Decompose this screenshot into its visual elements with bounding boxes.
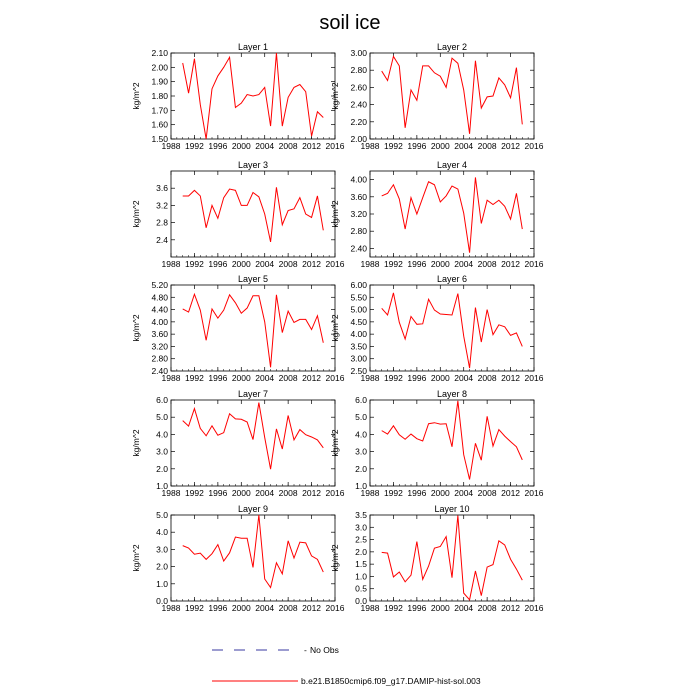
y-tick-label: 1.90	[151, 76, 168, 87]
y-tick-label: 3.0	[355, 522, 367, 533]
y-tick-label: 5.20	[151, 280, 168, 290]
y-axis-label: kg/m^2	[131, 200, 141, 228]
series-line	[183, 403, 324, 470]
x-tick-label: 2000	[231, 259, 251, 269]
x-tick-label: 2000	[430, 259, 450, 269]
x-tick-label: 1988	[360, 488, 380, 498]
y-tick-label: 2.40	[350, 99, 367, 110]
y-tick-label: 0.0	[156, 596, 168, 606]
x-tick-label: 2008	[278, 603, 298, 613]
x-tick-label: 2008	[477, 141, 497, 151]
y-tick-label: 2.80	[350, 65, 367, 76]
y-tick-label: 4.0	[156, 429, 168, 440]
x-tick-label: 2012	[501, 141, 521, 151]
x-tick-label: 2008	[477, 488, 497, 498]
x-tick-label: 1996	[208, 141, 228, 151]
x-tick-label: 2016	[524, 259, 544, 269]
x-tick-label: 2012	[501, 488, 521, 498]
y-tick-label: 4.40	[151, 304, 168, 315]
y-axis-label: kg/m^2	[131, 314, 141, 342]
x-tick-label: 2008	[477, 373, 497, 383]
x-tick-label: 2016	[325, 488, 345, 498]
chart-panel-4	[330, 160, 544, 269]
y-tick-label: 2.40	[350, 243, 367, 254]
series-line	[382, 515, 523, 599]
chart-panel-6	[330, 274, 544, 383]
legend-model-label: b.e21.B1850cmip6.f09_g17.DAMIP-hist-sol.003	[301, 676, 481, 686]
x-tick-label: 1988	[161, 603, 181, 613]
y-tick-label: 0.0	[355, 596, 367, 606]
legend-obs-label: No Obs	[310, 645, 339, 655]
y-tick-label: 2.50	[350, 366, 367, 376]
y-tick-label: 3.00	[350, 353, 367, 364]
y-tick-label: 3.20	[350, 209, 367, 219]
y-tick-label: 1.0	[156, 578, 168, 589]
x-tick-label: 1992	[383, 259, 403, 269]
y-axis-label: kg/m^2	[131, 429, 141, 457]
y-tick-label: 2.20	[350, 116, 367, 127]
x-tick-label: 1988	[360, 141, 380, 151]
x-tick-label: 1992	[383, 603, 403, 613]
plot-frame	[171, 171, 335, 257]
x-tick-label: 1988	[360, 259, 380, 269]
x-tick-label: 2012	[302, 488, 322, 498]
y-axis-label: kg/m^2	[330, 544, 340, 572]
x-tick-label: 1996	[407, 373, 427, 383]
y-tick-label: 0.5	[355, 583, 367, 594]
y-axis-label: kg/m^2	[330, 82, 340, 110]
x-tick-label: 2016	[325, 603, 345, 613]
chart-panel-5	[131, 274, 345, 383]
x-tick-label: 2004	[255, 488, 275, 498]
series-line	[183, 294, 324, 367]
y-tick-label: 1.0	[355, 571, 367, 582]
y-tick-label: 1.60	[151, 119, 168, 130]
y-tick-label: 6.00	[350, 280, 367, 290]
panel-title: Layer 3	[237, 160, 269, 170]
x-tick-label: 2016	[524, 603, 544, 613]
series-line	[183, 187, 324, 242]
chart-panel-7	[131, 389, 345, 498]
y-tick-label: 1.80	[151, 91, 168, 101]
y-tick-label: 2.4	[156, 234, 168, 245]
y-axis-label: kg/m^2	[330, 200, 340, 228]
y-tick-label: 1.70	[151, 105, 168, 116]
series-line	[183, 515, 324, 588]
x-tick-label: 1988	[360, 603, 380, 613]
x-tick-label: 2012	[501, 603, 521, 613]
x-tick-label: 2000	[430, 141, 450, 151]
y-tick-label: 5.0	[156, 412, 168, 423]
chart-panel-8	[330, 389, 544, 498]
x-tick-label: 1996	[208, 488, 228, 498]
y-tick-label: 3.60	[350, 191, 367, 202]
y-tick-label: 2.00	[350, 134, 367, 144]
y-tick-label: 2.8	[156, 217, 168, 228]
y-tick-label: 3.6	[156, 183, 168, 194]
x-tick-label: 2016	[325, 141, 345, 151]
x-tick-label: 2016	[325, 373, 345, 383]
x-tick-label: 2000	[231, 488, 251, 498]
x-tick-label: 2008	[278, 373, 298, 383]
x-tick-label: 2004	[454, 259, 474, 269]
y-tick-label: 3.2	[156, 200, 168, 211]
y-tick-label: 5.0	[156, 510, 168, 520]
chart-panel-1	[131, 42, 345, 151]
y-tick-label: 2.5	[355, 534, 367, 545]
y-tick-label: 4.00	[350, 174, 367, 185]
x-tick-label: 2012	[501, 373, 521, 383]
plot-frame	[171, 515, 335, 601]
series-line	[183, 53, 324, 139]
x-tick-label: 1992	[184, 603, 204, 613]
x-tick-label: 2008	[278, 259, 298, 269]
x-tick-label: 2012	[501, 259, 521, 269]
x-tick-label: 1988	[161, 141, 181, 151]
x-tick-label: 1988	[161, 259, 181, 269]
y-axis-label: kg/m^2	[330, 429, 340, 457]
x-tick-label: 2004	[454, 603, 474, 613]
x-tick-label: 2012	[302, 141, 322, 151]
x-tick-label: 1988	[360, 373, 380, 383]
y-axis-label: kg/m^2	[330, 314, 340, 342]
x-tick-label: 2016	[524, 141, 544, 151]
x-tick-label: 1992	[184, 141, 204, 151]
x-tick-label: 2016	[524, 488, 544, 498]
x-tick-label: 2008	[278, 488, 298, 498]
panel-title: Layer 5	[237, 274, 269, 284]
y-tick-label: 2.80	[350, 226, 367, 237]
y-tick-label: 3.50	[350, 341, 367, 352]
panel-title: Layer 2	[436, 42, 468, 52]
y-axis-label: kg/m^2	[131, 544, 141, 572]
x-tick-label: 2004	[454, 141, 474, 151]
x-tick-label: 2004	[454, 373, 474, 383]
x-tick-label: 2012	[302, 259, 322, 269]
y-tick-label: 2.0	[156, 561, 168, 572]
panel-title: Layer 4	[436, 160, 468, 170]
y-tick-label: 1.5	[355, 559, 367, 570]
x-tick-label: 2016	[325, 259, 345, 269]
y-tick-label: 5.0	[355, 412, 367, 423]
y-tick-label: 6.0	[156, 395, 168, 405]
series-line	[382, 293, 523, 368]
x-tick-label: 1992	[383, 373, 403, 383]
y-tick-label: 2.60	[350, 82, 367, 93]
y-tick-label: 3.0	[355, 446, 367, 457]
y-tick-label: 2.00	[151, 62, 168, 73]
x-tick-label: 2004	[255, 259, 275, 269]
y-tick-label: 6.0	[355, 395, 367, 405]
panel-title: Layer 6	[436, 274, 468, 284]
plot-frame	[370, 515, 534, 601]
x-tick-label: 2000	[430, 603, 450, 613]
y-tick-label: 5.00	[350, 304, 367, 315]
y-tick-label: 2.40	[151, 366, 168, 376]
series-line	[382, 56, 523, 133]
y-tick-label: 4.0	[156, 527, 168, 538]
x-tick-label: 1992	[383, 141, 403, 151]
x-tick-label: 1992	[383, 488, 403, 498]
y-tick-label: 4.00	[151, 316, 168, 327]
y-tick-label: 2.80	[151, 353, 168, 364]
y-tick-label: 2.0	[355, 463, 367, 474]
y-tick-label: 3.60	[151, 329, 168, 340]
legend	[212, 645, 481, 686]
panel-title: Layer 9	[237, 504, 269, 514]
y-tick-label: 3.5	[355, 510, 367, 520]
y-tick-label: 1.50	[151, 134, 168, 144]
x-tick-label: 1996	[208, 259, 228, 269]
x-tick-label: 2008	[477, 259, 497, 269]
plot-frame	[370, 171, 534, 257]
panel-title: Layer 7	[237, 389, 269, 399]
legend-obs-dash: -	[304, 645, 307, 655]
x-tick-label: 2004	[255, 141, 275, 151]
x-tick-label: 1996	[407, 488, 427, 498]
y-tick-label: 4.80	[151, 292, 168, 303]
x-tick-label: 2004	[255, 373, 275, 383]
panel-title: Layer 10	[434, 504, 470, 514]
x-tick-label: 2012	[302, 603, 322, 613]
series-line	[382, 177, 523, 252]
chart-panel-2	[330, 42, 544, 151]
y-tick-label: 2.10	[151, 48, 168, 58]
y-tick-label: 3.0	[156, 544, 168, 555]
chart-panel-9	[131, 504, 345, 613]
x-tick-label: 1996	[407, 259, 427, 269]
x-tick-label: 2000	[231, 603, 251, 613]
x-tick-label: 1988	[161, 488, 181, 498]
panels-grid	[131, 42, 544, 613]
y-tick-label: 3.20	[151, 341, 168, 352]
x-tick-label: 1992	[184, 373, 204, 383]
x-tick-label: 1996	[208, 603, 228, 613]
y-tick-label: 3.00	[350, 48, 367, 58]
y-tick-label: 4.50	[350, 316, 367, 327]
series-line	[382, 401, 523, 480]
y-axis-label: kg/m^2	[131, 82, 141, 110]
x-tick-label: 2000	[430, 488, 450, 498]
y-tick-label: 3.0	[156, 446, 168, 457]
x-tick-label: 2004	[255, 603, 275, 613]
y-tick-label: 5.50	[350, 292, 367, 303]
x-tick-label: 1996	[407, 141, 427, 151]
panel-title: Layer 8	[436, 389, 468, 399]
x-tick-label: 2008	[477, 603, 497, 613]
x-tick-label: 1992	[184, 259, 204, 269]
x-tick-label: 1988	[161, 373, 181, 383]
y-tick-label: 4.0	[355, 429, 367, 440]
x-tick-label: 1992	[184, 488, 204, 498]
panel-title: Layer 1	[237, 42, 269, 52]
chart-panel-3	[131, 160, 345, 269]
x-tick-label: 2008	[278, 141, 298, 151]
y-tick-label: 4.00	[350, 329, 367, 340]
x-tick-label: 2004	[454, 488, 474, 498]
x-tick-label: 1996	[407, 603, 427, 613]
chart-panel-10	[330, 504, 544, 613]
y-tick-label: 2.0	[355, 546, 367, 557]
x-tick-label: 2000	[231, 141, 251, 151]
x-tick-label: 2016	[524, 373, 544, 383]
y-tick-label: 1.0	[156, 481, 168, 491]
x-tick-label: 1996	[208, 373, 228, 383]
x-tick-label: 2012	[302, 373, 322, 383]
y-tick-label: 2.0	[156, 463, 168, 474]
y-tick-label: 1.0	[355, 481, 367, 491]
x-tick-label: 2000	[231, 373, 251, 383]
figure-title: soil ice	[319, 12, 381, 34]
x-tick-label: 2000	[430, 373, 450, 383]
